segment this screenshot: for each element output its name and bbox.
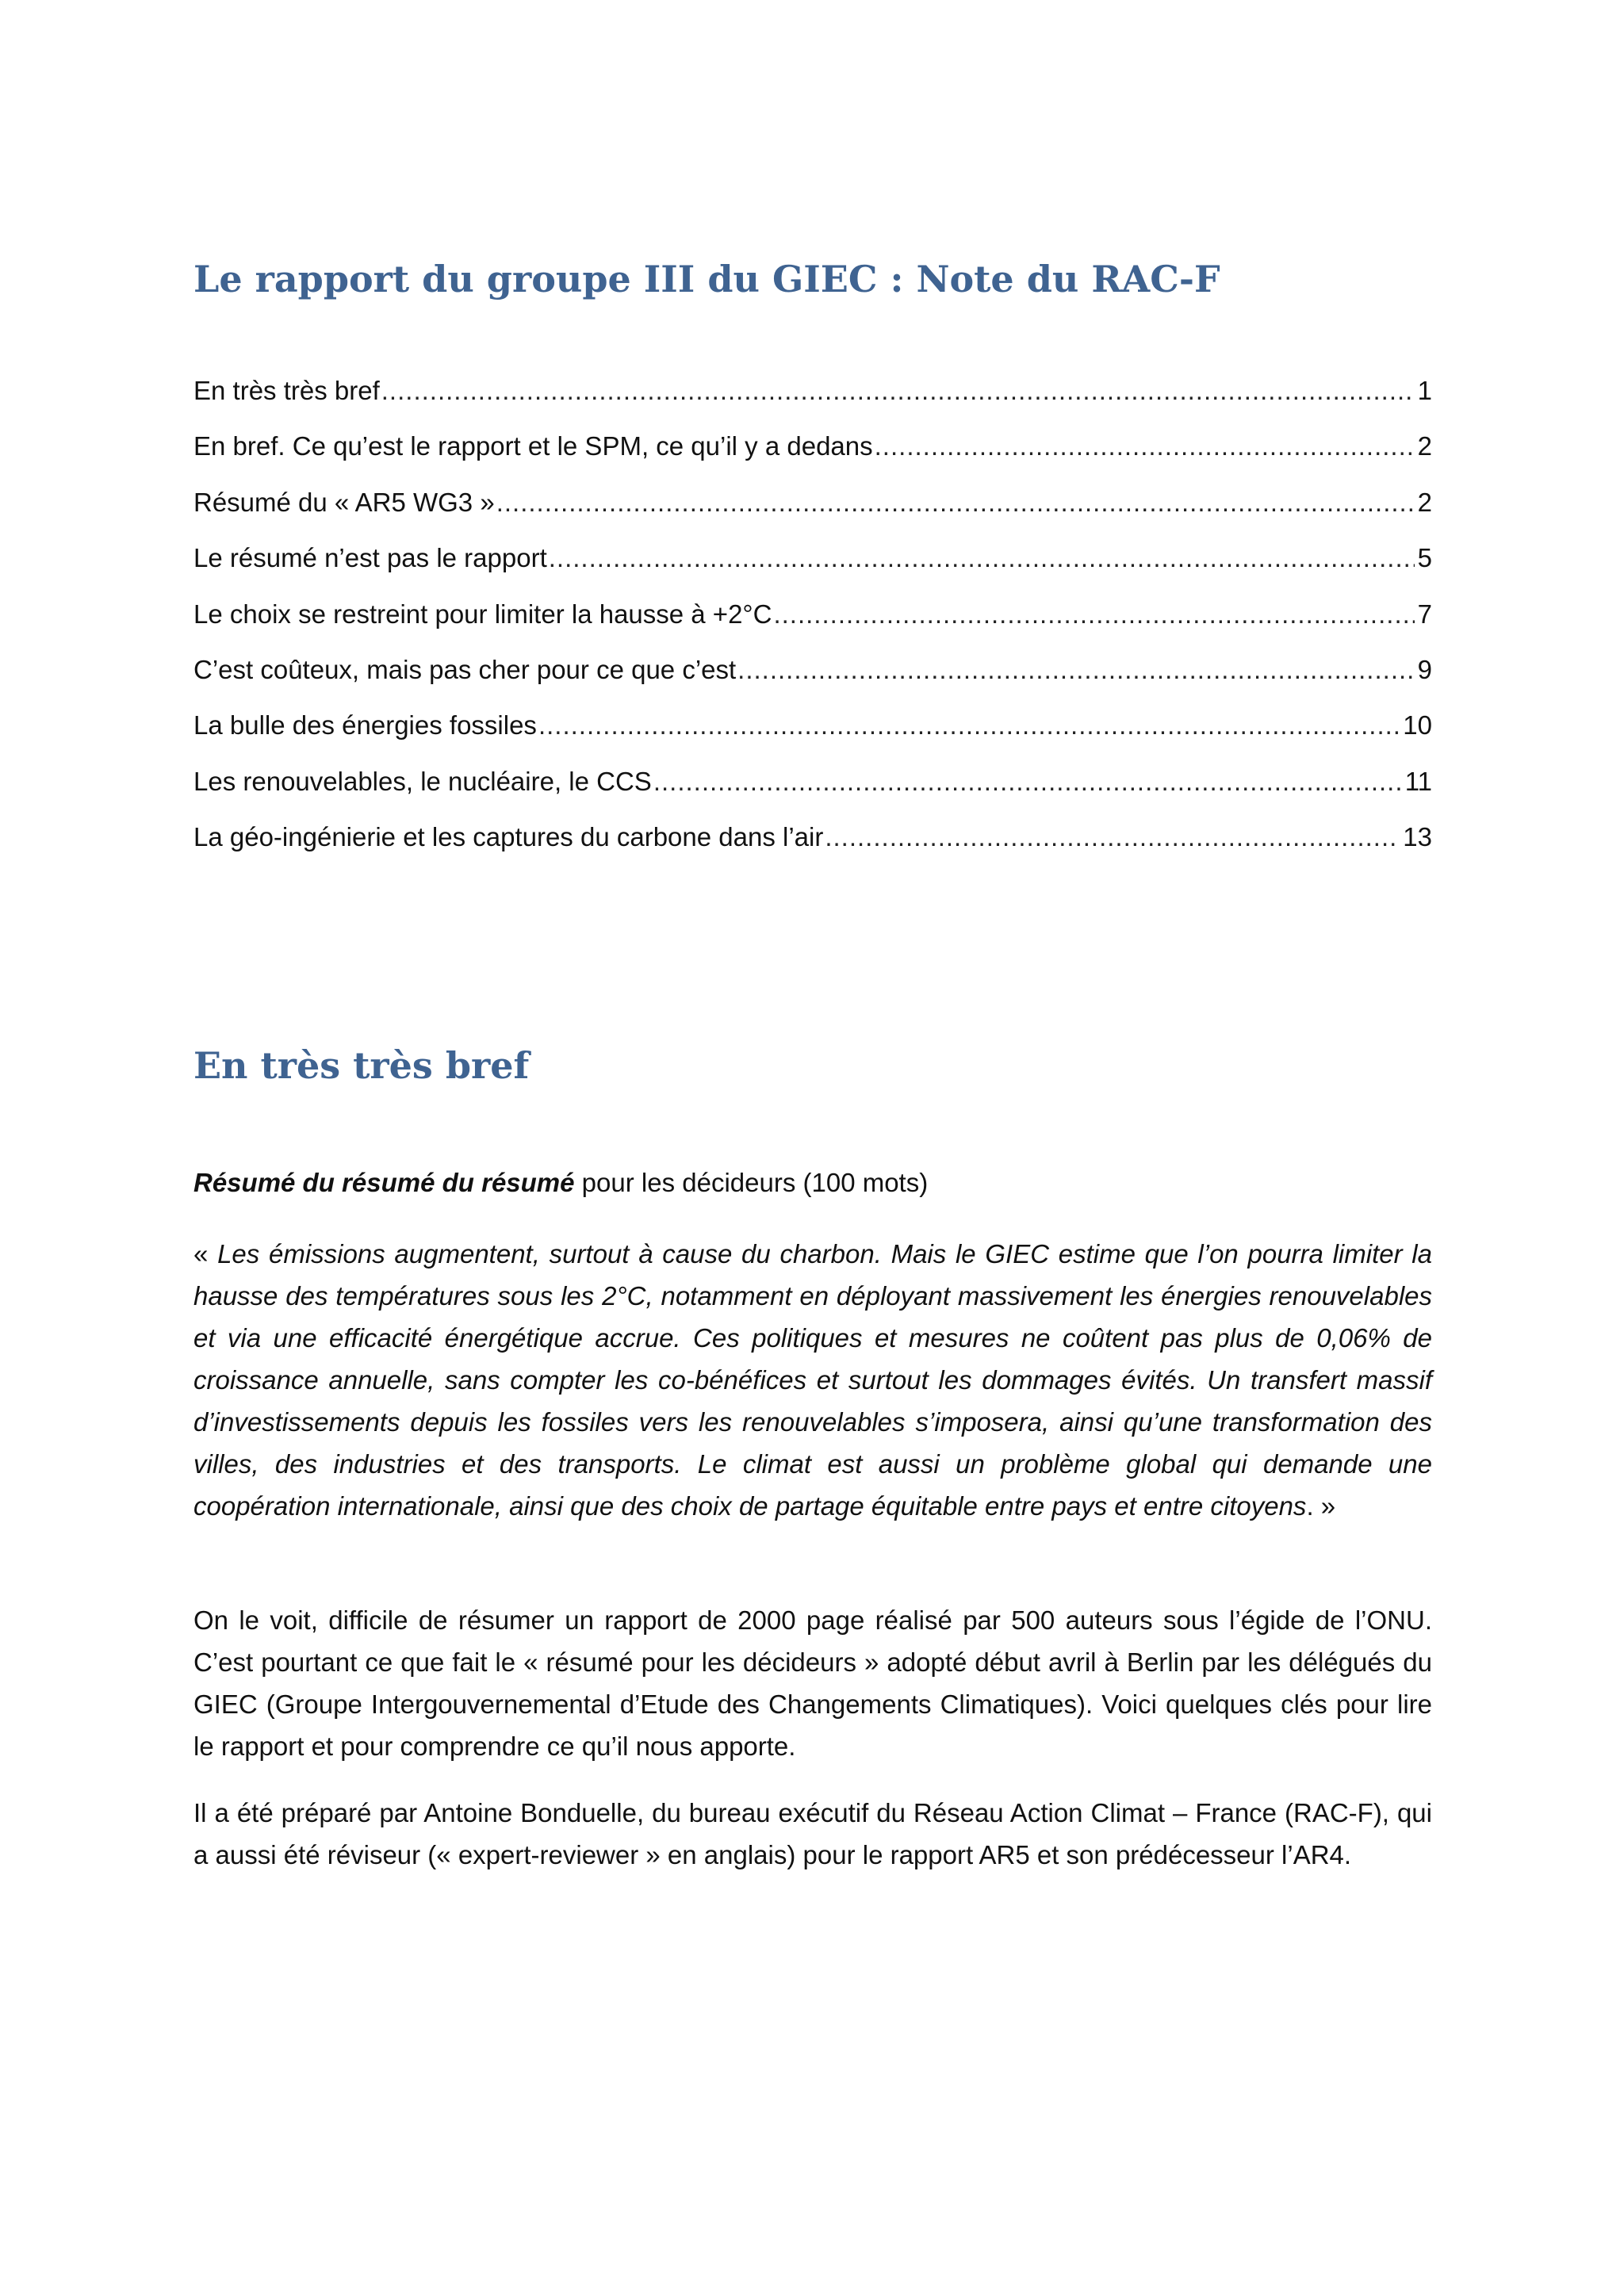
toc-entry-text: En bref. Ce qu’est le rapport et le SPM, ce qu’il y a dedans (193, 431, 873, 461)
toc-entry-text: C’est coûteux, mais pas cher pour ce que c’est (193, 654, 737, 684)
body-paragraph: Il a été préparé par Antoine Bonduelle, du bureau exécutif du Réseau Action Climat – France (RAC-F), qui a aussi été réviseur (« expert-reviewer » en anglais) pour le rapport AR5 et son prédécesseur l’AR4. (193, 1798, 1432, 1869)
toc-entry-text: La bulle des énergies fossiles (193, 710, 537, 740)
summary-lead-rest: pour les décideurs (100 mots) (574, 1168, 929, 1197)
toc-entry[interactable] (193, 419, 1432, 474)
toc-leader-dots (538, 698, 1400, 753)
toc-entry-page: 2 (1417, 487, 1432, 517)
toc-entry-text: Les renouvelables, le nucléaire, le CCS (193, 766, 652, 796)
toc-entry[interactable] (193, 530, 1432, 586)
toc-entry-page: 1 (1417, 376, 1432, 405)
summary-lead-emphasis: Résumé du résumé du résumé (193, 1168, 575, 1197)
toc-entry-text: Le choix se restreint pour limiter la hausse à +2°C (193, 599, 772, 629)
toc-leader-dots (549, 530, 1415, 586)
section-heading: En très très bref (193, 1044, 530, 1087)
toc-entry[interactable] (193, 587, 1432, 642)
quote-text: Les émissions augmentent, surtout à cause du charbon. Mais le GIEC estime que l’on pourra limiter la hausse des températures sous les 2°C, notamment en déployant massivement les énergies renouvelables et via une efficacité énergétique accrue. Ces politiques et mesures ne coûtent pas plus de 0,06% de croissance annuelle, sans compter les co-bénéfices et surtout les dommages évités. Un transfert massif d’investissements depuis les fossiles vers les renouvelables s’imposera, ainsi qu’une transformation des villes, des industries et des transports. Le climat est aussi un problème global qui demande une coopération internationale, ainsi que des choix de partage équitable entre pays et entre citoyens (193, 1239, 1432, 1521)
toc-entry[interactable] (193, 809, 1432, 865)
toc-leader-dots (653, 754, 1402, 809)
toc-leader-dots (496, 475, 1415, 530)
document-title: Le rapport du groupe III du GIEC : Note du RAC-F (193, 258, 1220, 300)
summary-lead (193, 1162, 1432, 1203)
toc-leader-dots (825, 809, 1400, 865)
toc-entry-text: Le résumé n’est pas le rapport (193, 543, 547, 573)
table-of-contents (193, 363, 1432, 866)
toc-entry-page: 5 (1417, 543, 1432, 573)
toc-entry-page: 13 (1403, 822, 1432, 852)
toc-entry-text: La géo-ingénierie et les captures du carbone dans l’air (193, 822, 824, 852)
toc-leader-dots (875, 419, 1415, 474)
quote-open-mark: « (193, 1239, 218, 1269)
toc-entry-page: 9 (1417, 654, 1432, 684)
toc-leader-dots (773, 587, 1414, 642)
toc-entry[interactable] (193, 642, 1432, 698)
quote-close-mark: . » (1306, 1491, 1336, 1521)
toc-entry-page: 2 (1417, 431, 1432, 461)
toc-entry-page: 7 (1417, 599, 1432, 629)
toc-entry[interactable] (193, 475, 1432, 530)
summary-quote (193, 1233, 1432, 1527)
toc-entry[interactable] (193, 698, 1432, 753)
toc-leader-dots (737, 642, 1414, 698)
toc-entry-text: En très très bref (193, 376, 380, 405)
toc-entry[interactable] (193, 754, 1432, 809)
toc-leader-dots (381, 363, 1415, 419)
toc-entry-page: 10 (1403, 710, 1432, 740)
toc-entry[interactable] (193, 363, 1432, 419)
toc-entry-text: Résumé du « AR5 WG3 » (193, 487, 495, 517)
body-paragraph: On le voit, difficile de résumer un rapport de 2000 page réalisé par 500 auteurs sous l’égide de l’ONU. C’est pourtant ce que fait le « résumé pour les décideurs » adopté début avril à Berlin par les délégués du GIEC (Groupe Intergouvernemental d’Etude des Changements Climatiques). Voici quelques clés pour lire le rapport et pour comprendre ce qu’il nous apporte. (193, 1605, 1432, 1761)
toc-entry-page: 11 (1404, 766, 1432, 796)
